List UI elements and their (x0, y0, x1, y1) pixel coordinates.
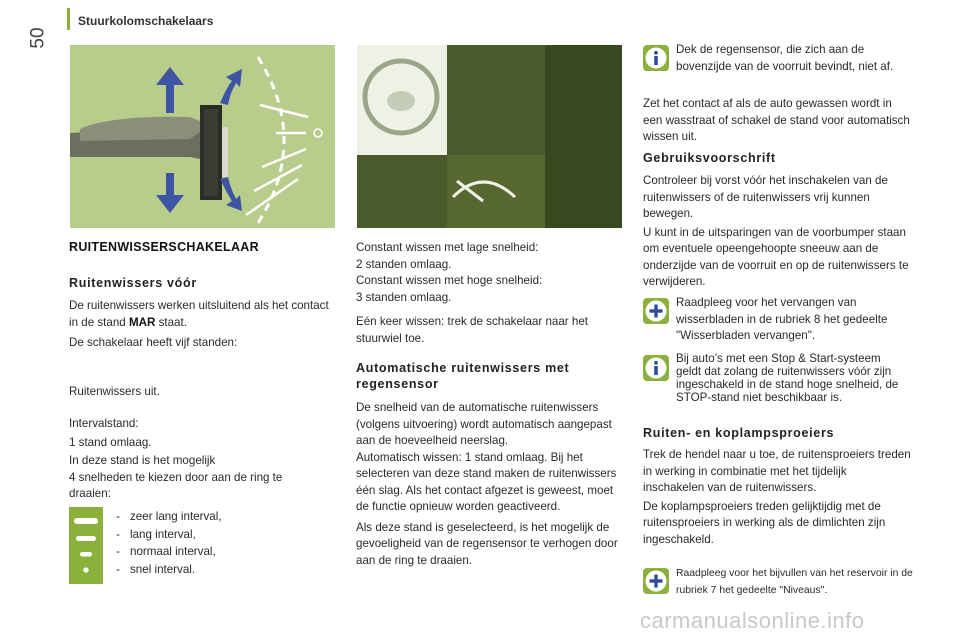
steering-wheel-illustration (357, 45, 622, 228)
usage-text: Controleer bij vorst vóór het inschakelen van de ruitenwissers of de ruitenwissers vrij kunnen bewegen. U kunt in de uitsparingen van de voorbumper staan om eventuele opeengehoopte sneeuw aan de onderzijde van de voorruit en op de ruitenwissers te verwijderen. (643, 174, 909, 288)
watermark: carmanualsonline.info (640, 608, 865, 633)
info-icon (643, 45, 669, 71)
car-wash-text: Zet het contact af als de auto gewassen wordt in een wasstraat of schakel de stand voor automatisch wissen uit. (643, 97, 910, 143)
reservoir-note: Raadpleeg voor het bijvullen van het reservoir in de rubriek 7 het gedeelte "Niveaus". (676, 568, 913, 596)
rain-sensor-note: Dek de regensensor, die zich aan de bovenzijde van de voorruit bevindt, niet af. (676, 43, 894, 73)
list-item: - snel interval. (116, 562, 196, 576)
page-number: 50 (27, 27, 49, 49)
interval-speed-list (116, 508, 222, 578)
list-item: - zeer lang interval, (116, 510, 222, 523)
auto-wipers-text: De snelheid van de automatische ruitenwissers (volgens uitvoering) wordt automatisch aangepast aan de hoeveelheid neerslag. Automatisch wissen: 1 stand omlaag. Bij het selecteren van deze stand maken de ruitenwissers één slag. Als het contact afgezet is geweest, moet de functie opnieuw worden geactiveerd. Als deze stand is geselecteerd, is het mogelijk de gevoeligheid van de regensensor te verhogen door aan de ring te draaien. (356, 401, 618, 567)
washer-heading: Ruiten- en koplampsproeiers (643, 426, 835, 440)
plus-icon (643, 568, 669, 594)
list-item: - normaal interval, (116, 545, 216, 558)
front-wipers-heading: Ruitenwissers vóór (69, 276, 197, 290)
list-item: - lang interval, (116, 527, 196, 541)
washer-text: Trek de hendel naar u toe, de ruitensproeiers treden in werking in combinatie met het tijdelijk inschakelen van de ruitenwissers. De koplampsproeiers treden gelijktijdig met de ruitensproeiers in werking als de dimlichten zijn ingeschakeld. (643, 448, 911, 546)
wiper-switch-title: RUITENWISSERSCHAKELAAR (69, 240, 259, 254)
interval-text: Intervalstand: 1 stand omlaag. In deze stand is het mogelijk 4 snelheden te kiezen door aan de ring te draaien: (69, 417, 283, 500)
wipers-off-text: Ruitenwissers uit. (69, 385, 160, 398)
section-title: Stuurkolomschakelaars (78, 14, 214, 28)
header-accent-bar (67, 8, 70, 30)
speed-interval-icon (69, 507, 103, 584)
front-wipers-text: De ruitenwissers werken uitsluitend als het contact in de stand MAR staat. De schakelaar heeft vijf standen: (69, 299, 329, 349)
usage-heading: Gebruiksvoorschrift (643, 151, 776, 165)
constant-wipe-text: Constant wissen met lage snelheid: 2 standen omlaag. Constant wissen met hoge snelheid: 3 standen omlaag. (356, 241, 543, 304)
plus-icon (643, 298, 669, 324)
wiper-stalk-illustration (70, 45, 335, 228)
auto-wipers-heading: Automatische ruitenwissers met regensensor (356, 361, 570, 391)
info-icon (643, 355, 669, 381)
single-wipe-text: Eén keer wissen: trek de schakelaar naar het stuurwiel toe. (356, 315, 588, 345)
stop-start-note: Bij auto’s met een Stop & Start-systeem geldt dat zolang de ruitenwissers vóór zijn ingeschakeld in de stand hoge snelheid, de STOP-stand niet beschikbaar is. (676, 352, 899, 404)
wiper-blade-note: Raadpleeg voor het vervangen van wisserbladen in de rubriek 8 het gedeelte "Wisserbladen vervangen". (676, 296, 888, 342)
